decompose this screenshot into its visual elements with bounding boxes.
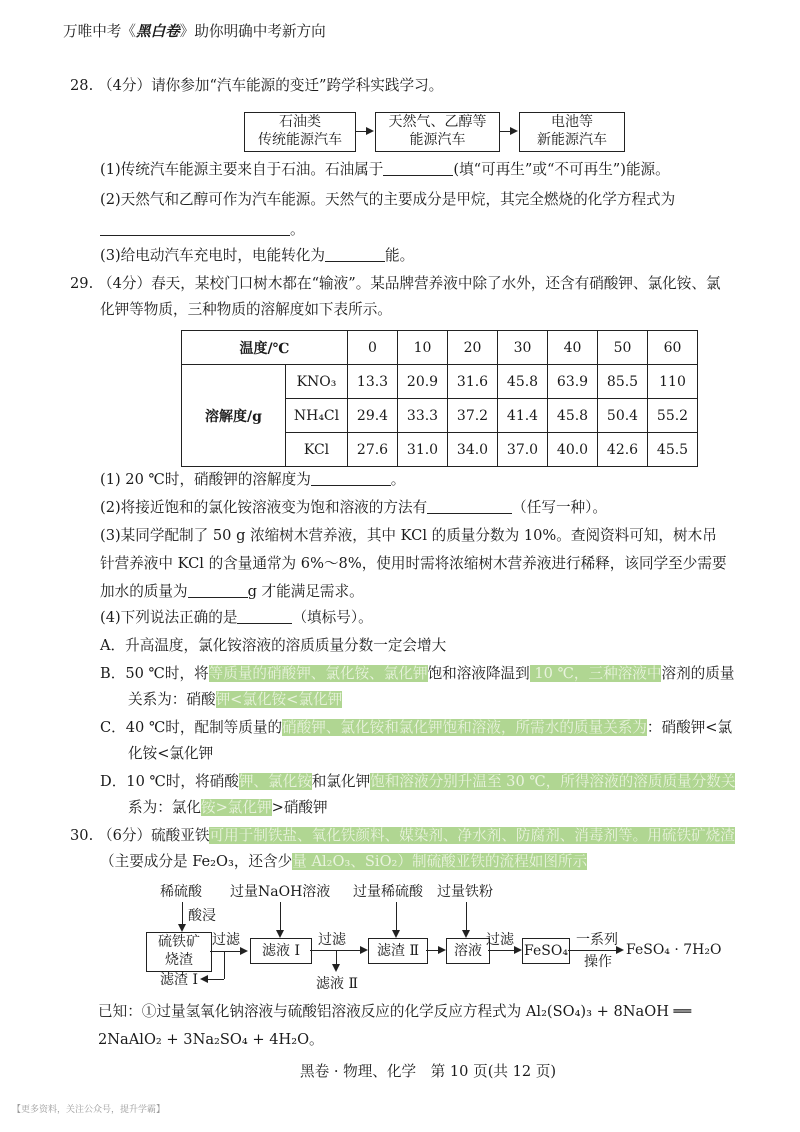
reagent-label: 过量铁粉 bbox=[437, 884, 493, 900]
table-cell: 31.0 bbox=[398, 433, 448, 467]
arrowhead bbox=[392, 930, 400, 938]
arrowhead bbox=[462, 930, 470, 938]
table-cell: 41.4 bbox=[498, 399, 548, 433]
flow-box-residue-2 bbox=[368, 938, 428, 964]
option-d bbox=[100, 772, 735, 792]
flow-box-feso4 bbox=[522, 938, 570, 964]
table-row bbox=[182, 365, 698, 399]
option-a: A．升高温度，氯化铵溶液的溶质质量分数一定会增大 bbox=[100, 637, 447, 654]
arrowhead bbox=[360, 946, 368, 954]
option-b bbox=[100, 664, 734, 684]
flow-box-line: 能源汽车 bbox=[409, 132, 466, 148]
flow-box-line: 电池等 bbox=[551, 114, 593, 130]
flow-box-line: 滤渣 Ⅱ bbox=[377, 943, 419, 959]
text: 系为：氯化 bbox=[128, 799, 201, 816]
table-cell: 85.5 bbox=[598, 365, 648, 399]
flow-arrow bbox=[182, 902, 183, 926]
sub-question-3 bbox=[100, 246, 414, 266]
text: 关系为：硝酸 bbox=[128, 691, 216, 708]
answer-blank[interactable] bbox=[188, 583, 248, 598]
sub-question-3 bbox=[100, 582, 364, 602]
table-cell: 60 bbox=[648, 331, 698, 365]
op-label: 操作 bbox=[584, 954, 612, 970]
sub-question-2: (2)天然气和乙醇可作为汽车能源。天然气的主要成分是甲烷，其完全燃烧的化学方程式为 bbox=[100, 191, 676, 208]
flow-box-filtrate-1 bbox=[250, 938, 312, 964]
table-header: 温度/℃ bbox=[182, 331, 348, 365]
table-cell: 63.9 bbox=[548, 365, 598, 399]
page-footer: 黑卷 · 物理、化学 第 10 页(共 12 页) bbox=[300, 1063, 557, 1080]
question-stem bbox=[100, 852, 587, 872]
residue-label: 滤渣 Ⅰ bbox=[160, 972, 198, 988]
text: 和氯化钾 bbox=[311, 773, 371, 790]
sub-question-4 bbox=[100, 608, 373, 628]
arrowhead bbox=[438, 946, 446, 954]
option-c: 化铵<氯化钾 bbox=[128, 745, 214, 762]
text: （主要成分是 Fe₂O₃，还含少 bbox=[100, 853, 293, 870]
table-cell: 37.0 bbox=[498, 433, 548, 467]
sub-question-1 bbox=[100, 160, 670, 180]
question-stem: （4分）请你参加“汽车能源的变迁”跨学科实践学习。 bbox=[98, 77, 444, 94]
answer-blank[interactable] bbox=[383, 161, 453, 176]
flow-arrow bbox=[396, 902, 397, 932]
header-brand: 黑白卷 bbox=[135, 23, 180, 40]
product-label: FeSO₄ · 7H₂O bbox=[626, 942, 722, 958]
table-cell: 27.6 bbox=[348, 433, 398, 467]
header-prefix: 万唯中考《 bbox=[63, 23, 136, 40]
table-cell: 29.4 bbox=[348, 399, 398, 433]
highlight: 量 Al₂O₃、SiO₂）制硫酸亚铁的流程如图所示 bbox=[292, 853, 588, 870]
op-label: 过滤 bbox=[318, 932, 346, 948]
flow-box-ore bbox=[146, 932, 212, 972]
flow-box-line: 传统能源汽车 bbox=[258, 132, 342, 148]
op-label: 一系列 bbox=[576, 932, 618, 948]
table-cell: 45.8 bbox=[498, 365, 548, 399]
text: 。 bbox=[290, 221, 305, 238]
table-cell: 34.0 bbox=[448, 433, 498, 467]
flow-box-line: 烧渣 bbox=[165, 952, 193, 968]
question-stem bbox=[98, 826, 735, 846]
highlight: 铵>氯化钾 bbox=[200, 799, 272, 816]
flow-box-line: 新能源汽车 bbox=[537, 132, 607, 148]
flow-box-solution bbox=[446, 938, 490, 964]
highlight: 钾、氯化铵 bbox=[238, 773, 312, 790]
op-label: 过滤 bbox=[212, 932, 240, 948]
op-label: 过滤 bbox=[486, 932, 514, 948]
question-number: 29. bbox=[70, 275, 94, 292]
page-header bbox=[63, 22, 326, 42]
table-cell: 31.6 bbox=[448, 365, 498, 399]
text: 加水的质量为 bbox=[100, 583, 188, 600]
arrowhead bbox=[366, 127, 374, 135]
arrowhead bbox=[510, 127, 518, 135]
table-cell: KCl bbox=[286, 433, 348, 467]
highlight: 可用于制铁盐、氧化铁颜料、媒染剂、净水剂、防腐剂、消毒剂等。用硫铁矿烧渣 bbox=[209, 827, 735, 844]
table-cell: 110 bbox=[648, 365, 698, 399]
flow-arrow bbox=[568, 950, 618, 951]
text: （任写一种）。 bbox=[512, 499, 608, 516]
highlight: 10 ℃，三种溶液中 bbox=[529, 665, 662, 682]
sub-question-2-blank bbox=[100, 220, 305, 240]
highlight: 钾<氯化铵<氯化钾 bbox=[215, 691, 343, 708]
question-stem: 化钾等物质，三种物质的溶解度如下表所示。 bbox=[100, 301, 392, 318]
question-number: 28. bbox=[70, 77, 94, 94]
text: （6分）硫酸亚铁 bbox=[98, 827, 210, 844]
sub-question-1 bbox=[100, 470, 405, 490]
arrowhead bbox=[200, 975, 208, 983]
table-header: 溶解度/g bbox=[182, 365, 286, 467]
arrowhead bbox=[332, 964, 340, 972]
table-cell: KNO₃ bbox=[286, 365, 348, 399]
text: >硝酸钾 bbox=[271, 799, 328, 816]
table-cell: 50.4 bbox=[598, 399, 648, 433]
flow-box-line: 溶液 bbox=[454, 943, 482, 959]
flow-box-line: 硫铁矿 bbox=[158, 934, 200, 950]
table-cell: 10 bbox=[398, 331, 448, 365]
highlight: 饱和溶液分别升温至 30 ℃，所得溶液的溶质质量分数关 bbox=[370, 773, 736, 790]
flow-box-line: 天然气、乙醇等 bbox=[388, 114, 487, 130]
option-c bbox=[100, 718, 732, 738]
highlight: 硝酸钾、氯化铵和氯化钾饱和溶液，所需水的质量关系为 bbox=[282, 719, 647, 736]
table-cell: 20 bbox=[448, 331, 498, 365]
flow-arrow bbox=[224, 951, 225, 979]
answer-blank[interactable] bbox=[100, 221, 290, 236]
arrowhead bbox=[240, 947, 248, 955]
solubility-table bbox=[181, 330, 698, 467]
arrowhead bbox=[178, 924, 186, 932]
text: (4)下列说法正确的是 bbox=[100, 609, 238, 626]
text: 饱和溶液降温到 bbox=[427, 665, 530, 682]
table-cell: 45.8 bbox=[548, 399, 598, 433]
flow-box-traditional bbox=[244, 112, 356, 152]
residue-label: 滤液 Ⅱ bbox=[316, 976, 358, 992]
known-info: 已知：①过量氢氧化钠溶液与硫酸铝溶液反应的化学反应方程式为 Al₂(SO₄)₃ + 8NaOH ══ bbox=[98, 1003, 692, 1020]
step-label: 酸浸 bbox=[188, 908, 216, 924]
option-d bbox=[128, 798, 328, 818]
text: ：硝酸钾<氯 bbox=[646, 719, 733, 736]
text: 。 bbox=[390, 471, 406, 488]
text: B．50 ℃时，将 bbox=[100, 665, 209, 682]
text: （填标号）。 bbox=[292, 609, 373, 626]
watermark-text: 【更多资料，关注公众号，提升学霸】 bbox=[12, 1105, 166, 1115]
text: 溶剂的质量 bbox=[661, 665, 735, 682]
arrowhead bbox=[276, 930, 284, 938]
table-cell: 50 bbox=[598, 331, 648, 365]
flow-box-line: 石油类 bbox=[279, 114, 321, 130]
table-cell: NH₄Cl bbox=[286, 399, 348, 433]
reagent-label: 过量NaOH溶液 bbox=[230, 884, 331, 900]
table-cell: 33.3 bbox=[398, 399, 448, 433]
table-cell: 13.3 bbox=[348, 365, 398, 399]
table-cell: 45.5 bbox=[648, 433, 698, 467]
flow-arrow bbox=[210, 951, 242, 952]
highlight: 等质量的硝酸钾、氯化铵、氯化钾 bbox=[208, 665, 428, 682]
text: 能。 bbox=[385, 247, 415, 264]
table-cell: 37.2 bbox=[448, 399, 498, 433]
answer-blank[interactable] bbox=[427, 499, 512, 514]
table-cell: 0 bbox=[348, 331, 398, 365]
table-cell: 40 bbox=[548, 331, 598, 365]
question-number: 30. bbox=[70, 827, 94, 844]
table-row bbox=[182, 331, 698, 365]
table-cell: 20.9 bbox=[398, 365, 448, 399]
flow-arrow bbox=[206, 979, 224, 980]
text: (3)给电动汽车充电时，电能转化为 bbox=[100, 247, 325, 264]
reagent-label: 过量稀硫酸 bbox=[353, 884, 423, 900]
flow-box-line: 滤液 Ⅰ bbox=[262, 943, 300, 959]
answer-blank[interactable] bbox=[325, 247, 385, 262]
header-suffix: 》助你明确中考新方向 bbox=[179, 23, 326, 40]
table-cell: 40.0 bbox=[548, 433, 598, 467]
table-cell: 55.2 bbox=[648, 399, 698, 433]
sub-question-3: (3)某同学配制了 50 g 浓缩树木营养液，其中 KCl 的质量分数为 10%。查阅资料可知，树木吊 bbox=[100, 527, 717, 544]
text: (2)将接近饱和的氯化铵溶液变为饱和溶液的方法有 bbox=[100, 499, 428, 516]
table-cell: 42.6 bbox=[598, 433, 648, 467]
sub-question-2 bbox=[100, 498, 607, 518]
option-b bbox=[128, 690, 342, 710]
sub-question-3: 针营养液中 KCl 的含量通常为 6%～8%，使用时需将浓缩树木营养液进行稀释，该同学至少需要 bbox=[100, 555, 727, 572]
text: g 才能满足需求。 bbox=[247, 583, 364, 600]
flow-arrow bbox=[488, 950, 516, 951]
text: (填“可再生”或“不可再生”)能源。 bbox=[453, 161, 670, 178]
flow-arrow bbox=[466, 902, 467, 932]
question-stem: （4分）春天，某校门口树木都在“输液”。某品牌营养液中除了水外，还含有硝酸钾、氯化铵、氯 bbox=[98, 275, 721, 292]
flow-arrow bbox=[280, 902, 281, 932]
flow-box-line: FeSO₄ bbox=[524, 943, 568, 959]
answer-blank[interactable] bbox=[311, 471, 391, 486]
arrowhead bbox=[514, 946, 522, 954]
text: (1) 20 ℃时，硝酸钾的溶解度为 bbox=[100, 471, 311, 488]
flow-box-new-energy bbox=[519, 112, 625, 152]
reagent-label: 稀硫酸 bbox=[160, 884, 202, 900]
answer-blank[interactable] bbox=[237, 609, 292, 624]
flow-box-gas-ethanol bbox=[375, 112, 500, 152]
text: (1)传统汽车能源主要来自于石油。石油属于 bbox=[100, 161, 384, 178]
text: C．40 ℃时，配制等质量的 bbox=[100, 719, 283, 736]
known-info: 2NaAlO₂ + 3Na₂SO₄ + 4H₂O。 bbox=[98, 1031, 324, 1048]
table-cell: 30 bbox=[498, 331, 548, 365]
text: D．10 ℃时，将硝酸 bbox=[100, 773, 239, 790]
